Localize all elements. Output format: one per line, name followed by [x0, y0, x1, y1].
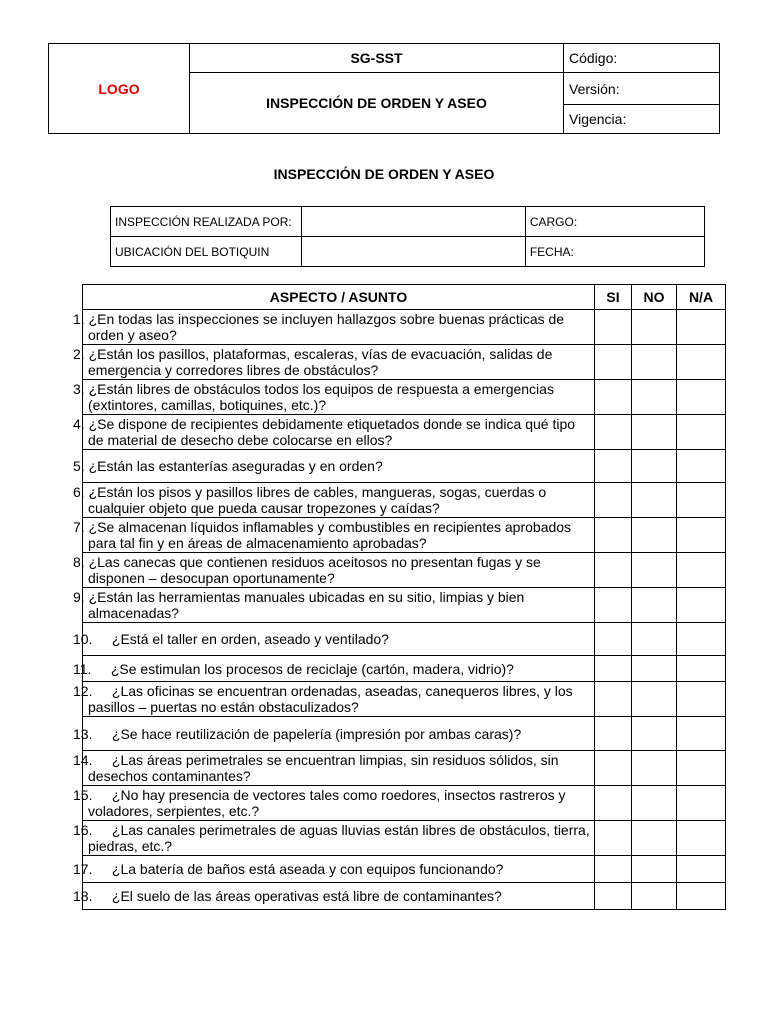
answer-na-cell[interactable]: [677, 518, 726, 553]
answer-na-cell[interactable]: [677, 786, 726, 821]
answer-na-cell[interactable]: [677, 553, 726, 588]
question-cell: 7. ¿Se almacenan líquidos inflamables y combustibles en recipientes aprobados para tal fin y en áreas de almacenamiento aprobadas?: [83, 518, 595, 553]
question-cell: 14. ¿Las áreas perimetrales se encuentran limpias, sin residuos sólidos, sin desechos contaminantes?: [83, 751, 595, 786]
answer-no-cell[interactable]: [632, 553, 677, 588]
header-si: SI: [595, 285, 632, 310]
answer-na-cell[interactable]: [677, 751, 726, 786]
answer-si-cell[interactable]: [595, 856, 632, 883]
answer-na-cell[interactable]: [677, 717, 726, 751]
question-cell: 12. ¿Las oficinas se encuentran ordenadas, aseadas, canequeros libres, y los pasillos – puertas no están obstaculizados?: [83, 682, 595, 717]
answer-na-cell[interactable]: [677, 821, 726, 856]
table-row: [83, 751, 726, 786]
question-cell: 5. ¿Están las estanterías aseguradas y en orden?: [83, 450, 595, 483]
page-title: INSPECCIÓN DE ORDEN Y ASEO: [273, 166, 495, 182]
answer-no-cell[interactable]: [632, 856, 677, 883]
table-row: [83, 883, 726, 910]
system-name: SG-SST: [190, 44, 564, 73]
question-cell: 9. ¿Están las herramientas manuales ubicadas en su sitio, limpias y bien almacenadas?: [83, 588, 595, 623]
answer-na-cell[interactable]: [677, 682, 726, 717]
answer-na-cell[interactable]: [677, 415, 726, 450]
table-row: [83, 518, 726, 553]
answer-si-cell[interactable]: [595, 682, 632, 717]
answer-no-cell[interactable]: [632, 380, 677, 415]
answer-si-cell[interactable]: [595, 751, 632, 786]
logo-placeholder: LOGO: [49, 44, 190, 134]
answer-no-cell[interactable]: [632, 450, 677, 483]
question-cell: 6. ¿Están los pisos y pasillos libres de cables, mangueras, sogas, cuerdas o cualquier objeto que pueda causar tropezones y caídas?: [83, 483, 595, 518]
answer-si-cell[interactable]: [595, 310, 632, 345]
question-cell: 11. ¿Se estimulan los procesos de reciclaje (cartón, madera, vidrio)?: [83, 656, 595, 682]
answer-si-cell[interactable]: [595, 821, 632, 856]
answer-no-cell[interactable]: [632, 717, 677, 751]
question-cell: 10. ¿Está el taller en orden, aseado y ventilado?: [83, 623, 595, 656]
header-aspecto: ASPECTO / ASUNTO: [83, 285, 595, 310]
answer-no-cell[interactable]: [632, 588, 677, 623]
answer-na-cell[interactable]: [677, 483, 726, 518]
answer-si-cell[interactable]: [595, 380, 632, 415]
vigencia-field: Vigencia:: [564, 105, 720, 134]
answer-si-cell[interactable]: [595, 656, 632, 682]
answer-no-cell[interactable]: [632, 518, 677, 553]
table-row: [83, 483, 726, 518]
answer-si-cell[interactable]: [595, 786, 632, 821]
answer-si-cell[interactable]: [595, 883, 632, 910]
question-cell: 4. ¿Se dispone de recipientes debidamente etiquetados donde se indica qué tipo de material de desecho debe colocarse en ellos?: [83, 415, 595, 450]
question-cell: 2. ¿Están los pasillos, plataformas, escaleras, vías de evacuación, salidas de emergencia y corredores libres de obstáculos?: [83, 345, 595, 380]
question-cell: 17. ¿La batería de baños está aseada y con equipos funcionando?: [83, 856, 595, 883]
table-row: [83, 821, 726, 856]
question-cell: 3. ¿Están libres de obstáculos todos los equipos de respuesta a emergencias (extintores, camillas, botiquines, etc.)?: [83, 380, 595, 415]
answer-no-cell[interactable]: [632, 656, 677, 682]
checklist-table: [73, 284, 726, 910]
inspector-field[interactable]: [302, 207, 526, 237]
answer-no-cell[interactable]: [632, 483, 677, 518]
answer-na-cell[interactable]: [677, 656, 726, 682]
table-row: [83, 588, 726, 623]
answer-si-cell[interactable]: [595, 518, 632, 553]
table-row: [83, 310, 726, 345]
answer-na-cell[interactable]: [677, 450, 726, 483]
document-header: [48, 43, 720, 134]
answer-na-cell[interactable]: [677, 623, 726, 656]
table-row: [83, 856, 726, 883]
answer-na-cell[interactable]: [677, 380, 726, 415]
answer-na-cell[interactable]: [677, 883, 726, 910]
answer-no-cell[interactable]: [632, 345, 677, 380]
cargo-label: CARGO:: [525, 207, 704, 237]
question-cell: 8. ¿Las canecas que contienen residuos aceitosos no presentan fugas y se disponen – desocupan oportunamente?: [83, 553, 595, 588]
question-cell: 16. ¿Las canales perimetrales de aguas lluvias están libres de obstáculos, tierra, piedras, etc.?: [73, 822, 594, 854]
answer-no-cell[interactable]: [632, 821, 677, 856]
answer-na-cell[interactable]: [677, 588, 726, 623]
answer-si-cell[interactable]: [595, 483, 632, 518]
answer-no-cell[interactable]: [632, 682, 677, 717]
answer-no-cell[interactable]: [632, 310, 677, 345]
answer-no-cell[interactable]: [632, 883, 677, 910]
answer-si-cell[interactable]: [595, 588, 632, 623]
answer-si-cell[interactable]: [595, 553, 632, 588]
question-cell: 15. ¿No hay presencia de vectores tales como roedores, insectos rastreros y voladores, serpientes, etc.?: [83, 786, 595, 821]
ubicacion-label: UBICACIÓN DEL BOTIQUIN: [111, 237, 302, 267]
inspector-label: INSPECCIÓN REALIZADA POR:: [111, 207, 302, 237]
codigo-field: Código:: [564, 44, 720, 73]
answer-no-cell[interactable]: [632, 623, 677, 656]
answer-si-cell[interactable]: [595, 415, 632, 450]
header-na: N/A: [677, 285, 726, 310]
header-no: NO: [632, 285, 677, 310]
answer-na-cell[interactable]: [677, 345, 726, 380]
version-field: Versión:: [564, 73, 720, 105]
answer-si-cell[interactable]: [595, 450, 632, 483]
table-row: [83, 380, 726, 415]
table-row: [83, 623, 726, 656]
answer-na-cell[interactable]: [677, 310, 726, 345]
table-row: [83, 656, 726, 682]
answer-na-cell[interactable]: [677, 856, 726, 883]
answer-si-cell[interactable]: [595, 623, 632, 656]
question-cell: 18. ¿El suelo de las áreas operativas está libre de contaminantes?: [83, 883, 595, 910]
table-row: [83, 345, 726, 380]
ubicacion-field[interactable]: [302, 237, 526, 267]
question-cell: 1. ¿En todas las inspecciones se incluyen hallazgos sobre buenas prácticas de orden y aseo?: [83, 310, 595, 345]
table-row: [83, 717, 726, 751]
header-doc-title: INSPECCIÓN DE ORDEN Y ASEO: [190, 73, 564, 134]
answer-no-cell[interactable]: [632, 786, 677, 821]
inspection-info-table: [110, 206, 705, 267]
table-row: [83, 415, 726, 450]
question-cell: 13. ¿Se hace reutilización de papelería (impresión por ambas caras)?: [83, 717, 595, 751]
answer-no-cell[interactable]: [632, 415, 677, 450]
fecha-label: FECHA:: [525, 237, 704, 267]
answer-no-cell[interactable]: [632, 751, 677, 786]
table-row: [83, 450, 726, 483]
answer-si-cell[interactable]: [595, 345, 632, 380]
table-row: [83, 786, 726, 821]
answer-si-cell[interactable]: [595, 717, 632, 751]
table-row: [83, 553, 726, 588]
table-row: [83, 682, 726, 717]
